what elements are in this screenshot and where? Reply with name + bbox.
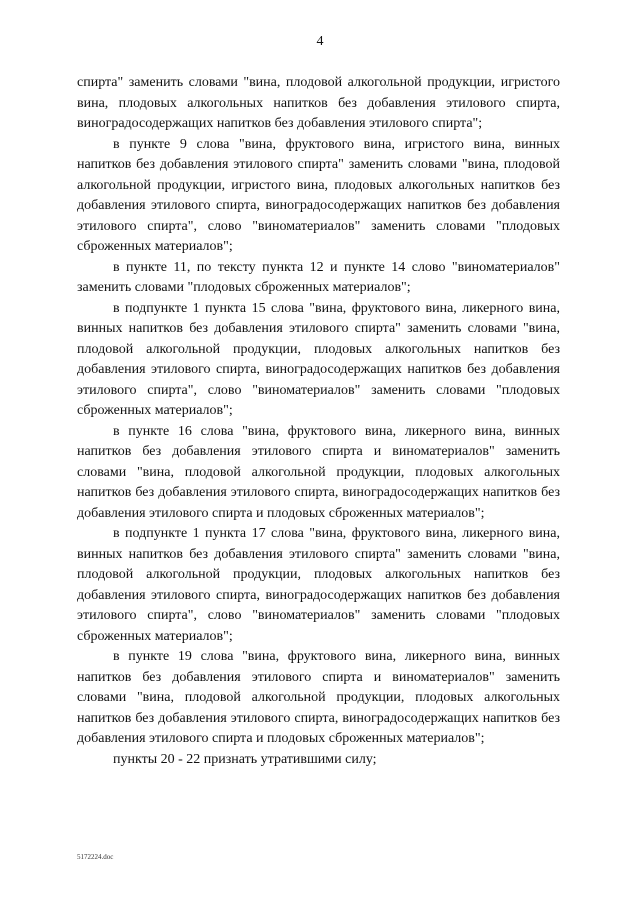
- paragraph: спирта" заменить словами "вина, плодовой алкогольной продукции, игристого вина, плодовых алкогольных напитков без добавления этилового спирта, виноградосодержащих напитков без добавления этилового спирта";: [77, 75, 560, 131]
- footer-document-code: 5172224.doc: [77, 853, 114, 861]
- paragraph: в пункте 19 слова "вина, фруктового вина, ликерного вина, винных напитков без добавления этилового спирта и виноматериалов" заменить словами "вина, плодовой алкогольной продукции, плодовых алкогольных напитков без добавления этилового спирта, виноградосодержащих напитков без добавления этилового спирта и плодовых сброженных материалов";: [77, 649, 560, 746]
- page-number: 4: [316, 34, 324, 49]
- paragraph: в пункте 11, по тексту пункта 12 и пункте 14 слово "виноматериалов" заменить словами "плодовых сброженных материалов";: [77, 259, 560, 295]
- paragraph: в пункте 16 слова "вина, фруктового вина, ликерного вина, винных напитков без добавления этилового спирта и виноматериалов" заменить словами "вина, плодовой алкогольной продукции, плодовых алкогольных напитков без добавления этилового спирта, виноградосодержащих напитков без добавления этилового спирта и плодовых сброженных материалов";: [77, 423, 560, 521]
- paragraph: в подпункте 1 пункта 15 слова "вина, фруктового вина, ликерного вина, винных напитков без добавления этилового спирта" заменить словами "вина, плодовой алкогольной продукции, плодовых алкогольных напитков без добавления этилового спирта, виноградосодержащих напитков без добавления этилового спирта", слово "виноматериалов" заменить словами "плодовых сброженных материалов";: [77, 300, 560, 418]
- paragraph: в пункте 9 слова "вина, фруктового вина, игристого вина, винных напитков без добавления этилового спирта" заменить словами "вина, плодовой алкогольной продукции, игристого вина, плодовых алкогольных напитков без добавления этилового спирта, виноградосодержащих напитков без добавления этилового спирта", слово "виноматериалов" заменить словами "плодовых сброженных материалов";: [77, 136, 560, 254]
- document-body: [77, 73, 560, 770]
- paragraph: пункты 20 - 22 признать утратившими силу;: [113, 751, 377, 767]
- paragraph: в подпункте 1 пункта 17 слова "вина, фруктового вина, ликерного вина, винных напитков без добавления этилового спирта" заменить словами "вина, плодовой алкогольной продукции, плодовых алкогольных напитков без добавления этилового спирта, виноградосодержащих напитков без добавления этилового спирта", слово "виноматериалов" заменить словами "плодовых сброженных материалов";: [77, 526, 560, 644]
